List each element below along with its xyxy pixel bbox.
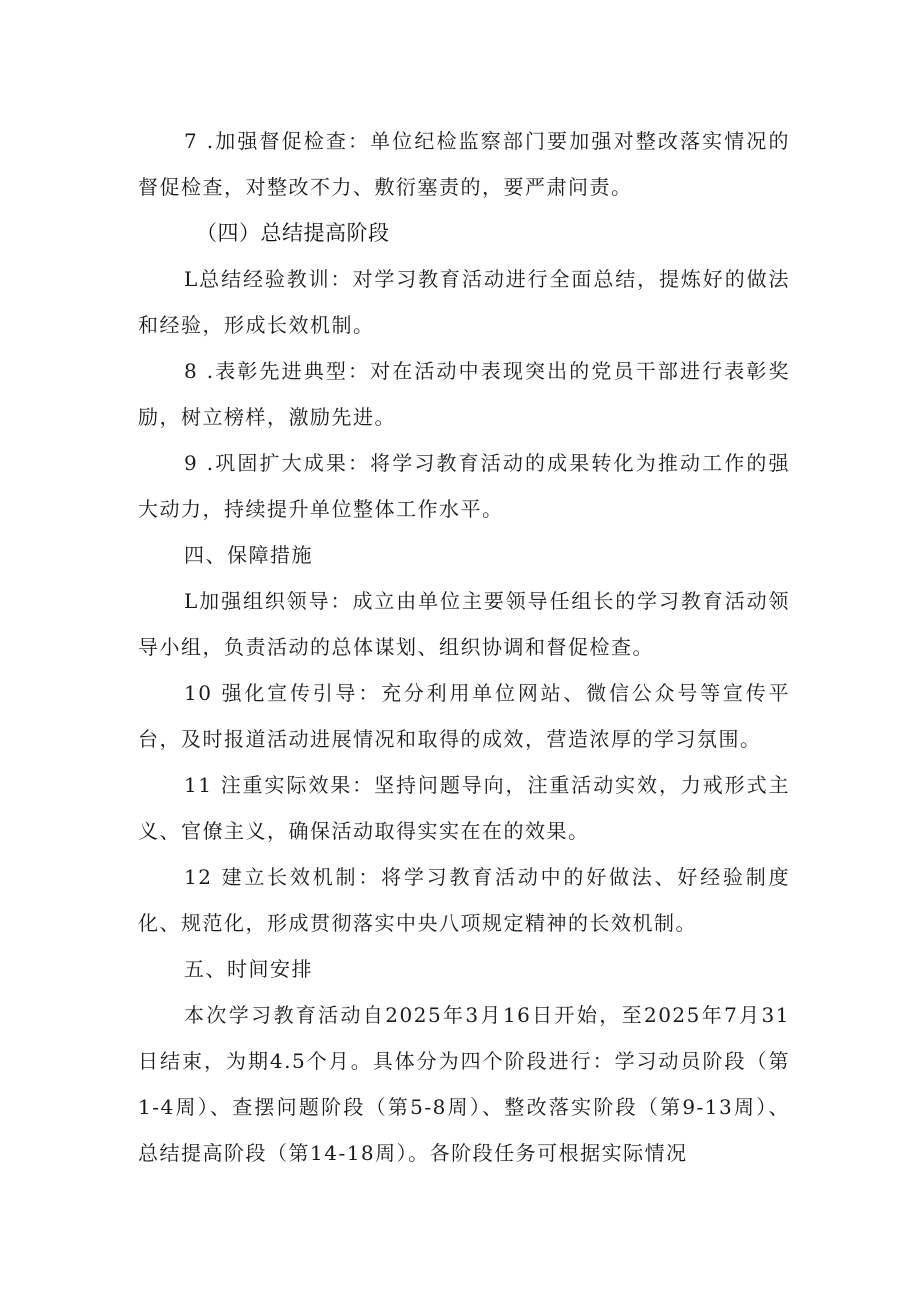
section-heading-safeguards: 四、保障措施	[184, 543, 313, 567]
section-heading-schedule: 五、时间安排	[184, 957, 313, 981]
paragraph-consolidate-results: 9 .巩固扩大成果：将学习教育活动的成果转化为推动工作的强大动力，持续提升单位整体工作水平。	[138, 451, 790, 521]
paragraph-supervision: 7 .加强督促检查：单位纪检监察部门要加强对整改落实情况的督促检查，对整改不力、敷衍塞责的，要严肃问责。	[138, 129, 790, 199]
section-heading-summary-stage: （四）总结提高阶段	[196, 221, 390, 245]
paragraph-practical-effect: 11 注重实际效果：坚持问题导向，注重活动实效，力戒形式主义、官僚主义，确保活动取得实实在在的效果。	[138, 773, 790, 843]
paragraph-commend-models: 8 .表彰先进典型：对在活动中表现突出的党员干部进行表彰奖励，树立榜样，激励先进。	[138, 359, 790, 429]
paragraph-long-term-mechanism: 12 建立长效机制：将学习教育活动中的好做法、好经验制度化、规范化，形成贯彻落实中央八项规定精神的长效机制。	[138, 865, 790, 935]
paragraph-schedule-detail: 本次学习教育活动自2025年3月16日开始，至2025年7月31日结束，为期4.5个月。具体分为四个阶段进行：学习动员阶段（第1-4周）、查摆问题阶段（第5-8周）、整改落实阶段（第9-13周）、总结提高阶段（第14-18周）。各阶段任务可根据实际情况	[138, 1003, 790, 1165]
document-body	[138, 118, 790, 1176]
paragraph-publicity: 10 强化宣传引导：充分利用单位网站、微信公众号等宣传平台，及时报道活动进展情况和取得的成效，营造浓厚的学习氛围。	[138, 681, 790, 751]
paragraph-summarize-experience: L总结经验教训：对学习教育活动进行全面总结，提炼好的做法和经验，形成长效机制。	[138, 267, 790, 337]
paragraph-organizational-leadership: L加强组织领导：成立由单位主要领导任组长的学习教育活动领导小组，负责活动的总体谋划、组织协调和督促检查。	[138, 589, 790, 659]
